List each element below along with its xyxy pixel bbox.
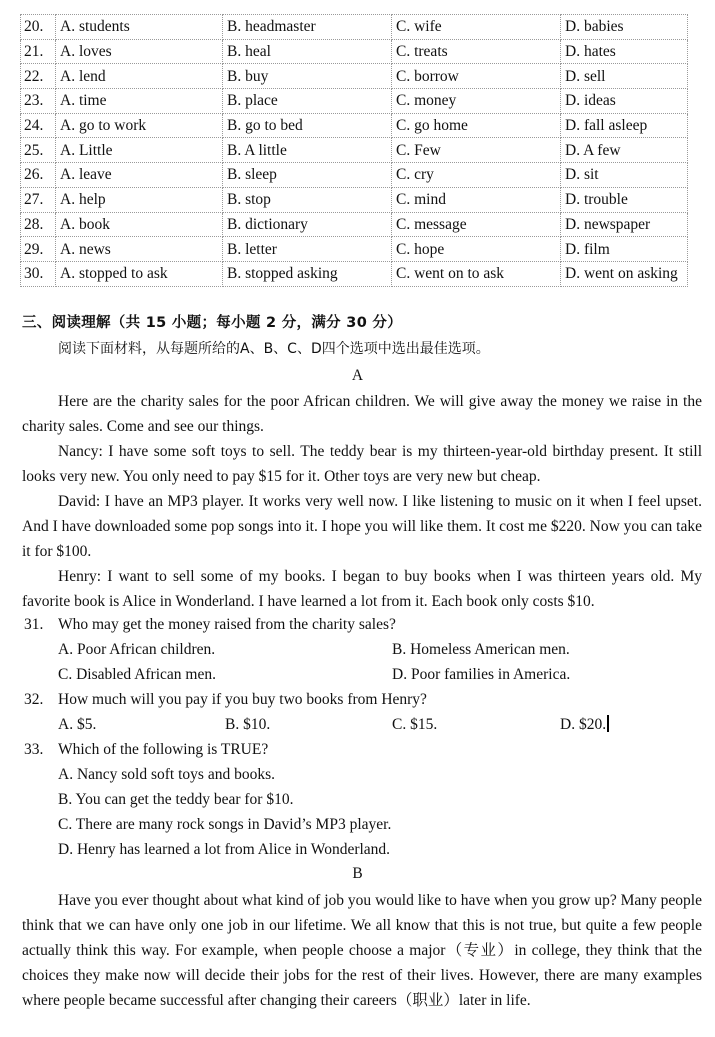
question-text: Which of the following is TRUE? [58, 741, 269, 758]
question-number: 25. [21, 138, 56, 163]
option-row [21, 261, 688, 286]
question-32 [24, 689, 427, 711]
option-c: C. borrow [392, 64, 561, 89]
option-b: B. $10. [225, 716, 271, 733]
question-number: 21. [21, 39, 56, 64]
option-b: B. headmaster [223, 15, 392, 40]
option-b: B. A little [223, 138, 392, 163]
question-31 [24, 614, 396, 636]
option-c: C. go home [392, 113, 561, 138]
option-d: D. ideas [561, 89, 688, 114]
option-c: C. Few [392, 138, 561, 163]
passage-a-label: A [351, 367, 364, 384]
passage-b-label: B [352, 865, 363, 882]
option-b: B. buy [223, 64, 392, 89]
option-a: A. $5. [58, 716, 97, 733]
option-row [21, 39, 688, 64]
option-a: A. students [56, 15, 223, 40]
option-d: D. sell [561, 64, 688, 89]
option-b: B. dictionary [223, 212, 392, 237]
option-d: D. Poor families in America. [392, 666, 571, 683]
option-b: B. place [223, 89, 392, 114]
option-a: A. lend [56, 64, 223, 89]
question-number: 28. [21, 212, 56, 237]
option-b: B. stop [223, 187, 392, 212]
passage-a-paragraph: Nancy: I have some soft toys to sell. The teddy bear is my thirteen-year-old birthday present. It still looks very new. You only need to pay $15 for it. Other toys are very new but cheap. [22, 443, 702, 485]
option-a: A. news [56, 237, 223, 262]
option-c: C. There are many rock songs in David’s MP3 player. [58, 816, 392, 833]
option-a: A. help [56, 187, 223, 212]
question-number: 24. [21, 113, 56, 138]
option-a: A. leave [56, 163, 223, 188]
question-number: 27. [21, 187, 56, 212]
option-b: B. go to bed [223, 113, 392, 138]
option-c: C. mind [392, 187, 561, 212]
option-row [21, 89, 688, 114]
option-d: D. hates [561, 39, 688, 64]
option-row [21, 113, 688, 138]
option-c: C. went on to ask [392, 261, 561, 286]
option-c: C. cry [392, 163, 561, 188]
option-b: B. You can get the teddy bear for $10. [58, 791, 294, 808]
option-a: A. stopped to ask [56, 261, 223, 286]
option-a: A. Little [56, 138, 223, 163]
option-d: D. A few [561, 138, 688, 163]
question-number: 20. [21, 15, 56, 40]
question-text: Who may get the money raised from the charity sales? [58, 616, 396, 633]
text-cursor [607, 715, 609, 732]
option-c: C. wife [392, 15, 561, 40]
option-c: C. money [392, 89, 561, 114]
cloze-options-table [20, 14, 688, 287]
question-number: 31. [24, 616, 44, 633]
option-c: C. hope [392, 237, 561, 262]
option-row [21, 187, 688, 212]
option-d: D. Henry has learned a lot from Alice in Wonderland. [58, 841, 391, 858]
option-b: B. stopped asking [223, 261, 392, 286]
option-d [560, 714, 609, 736]
option-d: D. newspaper [561, 212, 688, 237]
option-a: A. time [56, 89, 223, 114]
passage-a-paragraph: David: I have an MP3 player. It works very well now. I like listening to music on it when I feel upset. And I have downloaded some pop songs into it. I hope you will like them. It cost me $220. Now you can take it for $100. [22, 493, 702, 560]
question-number: 23. [21, 89, 56, 114]
question-number: 30. [21, 261, 56, 286]
question-number: 29. [21, 237, 56, 262]
option-a: A. book [56, 212, 223, 237]
option-d-text: D. $20. [560, 716, 607, 733]
option-row [21, 15, 688, 40]
option-c: C. message [392, 212, 561, 237]
question-number: 22. [21, 64, 56, 89]
option-d: D. babies [561, 15, 688, 40]
option-d: D. film [561, 237, 688, 262]
option-a: A. Nancy sold soft toys and books. [58, 766, 275, 783]
question-number: 26. [21, 163, 56, 188]
option-d: D. fall asleep [561, 113, 688, 138]
passage-a-paragraph: Henry: I want to sell some of my books. I began to buy books when I was thirteen years old. My favorite book is Alice in Wonderland. I have learned a lot from it. Each book only costs $10. [22, 568, 702, 610]
option-b: B. Homeless American men. [392, 641, 570, 658]
option-a: A. loves [56, 39, 223, 64]
option-d: D. went on asking [561, 261, 688, 286]
option-row [21, 237, 688, 262]
option-row [21, 138, 688, 163]
option-c: C. $15. [392, 716, 438, 733]
question-text: How much will you pay if you buy two books from Henry? [58, 691, 427, 708]
option-row [21, 163, 688, 188]
option-row [21, 212, 688, 237]
question-number: 32. [24, 691, 44, 708]
option-d: D. sit [561, 163, 688, 188]
option-c: C. Disabled African men. [58, 666, 216, 683]
question-33 [24, 739, 268, 761]
passage-a-paragraph: Here are the charity sales for the poor African children. We will give away the money we raise in the charity sales. Come and see our things. [22, 393, 702, 435]
option-d: D. trouble [561, 187, 688, 212]
question-number: 33. [24, 741, 44, 758]
section-title: 三、阅读理解（共 15 小题；每小题 2 分，满分 30 分） [22, 315, 403, 331]
option-b: B. letter [223, 237, 392, 262]
passage-b-paragraph: Have you ever thought about what kind of job you would like to have when you grow up? Many people think that we can have only one job in our lifetime. We all know that this is not true, but quite a few people actually think this way. For example, when people choose a major（专业）in college, they think that the choices they make now will decide their jobs for the rest of their lives. However, there are many examples where people became successful after changing their careers（职业）later in life. [22, 892, 702, 1009]
option-row [21, 64, 688, 89]
option-a: A. Poor African children. [58, 641, 216, 658]
section-instruction: 阅读下面材料，从每题所给的A、B、C、D四个选项中选出最佳选项。 [58, 341, 490, 357]
option-c: C. treats [392, 39, 561, 64]
option-a: A. go to work [56, 113, 223, 138]
option-b: B. heal [223, 39, 392, 64]
option-b: B. sleep [223, 163, 392, 188]
